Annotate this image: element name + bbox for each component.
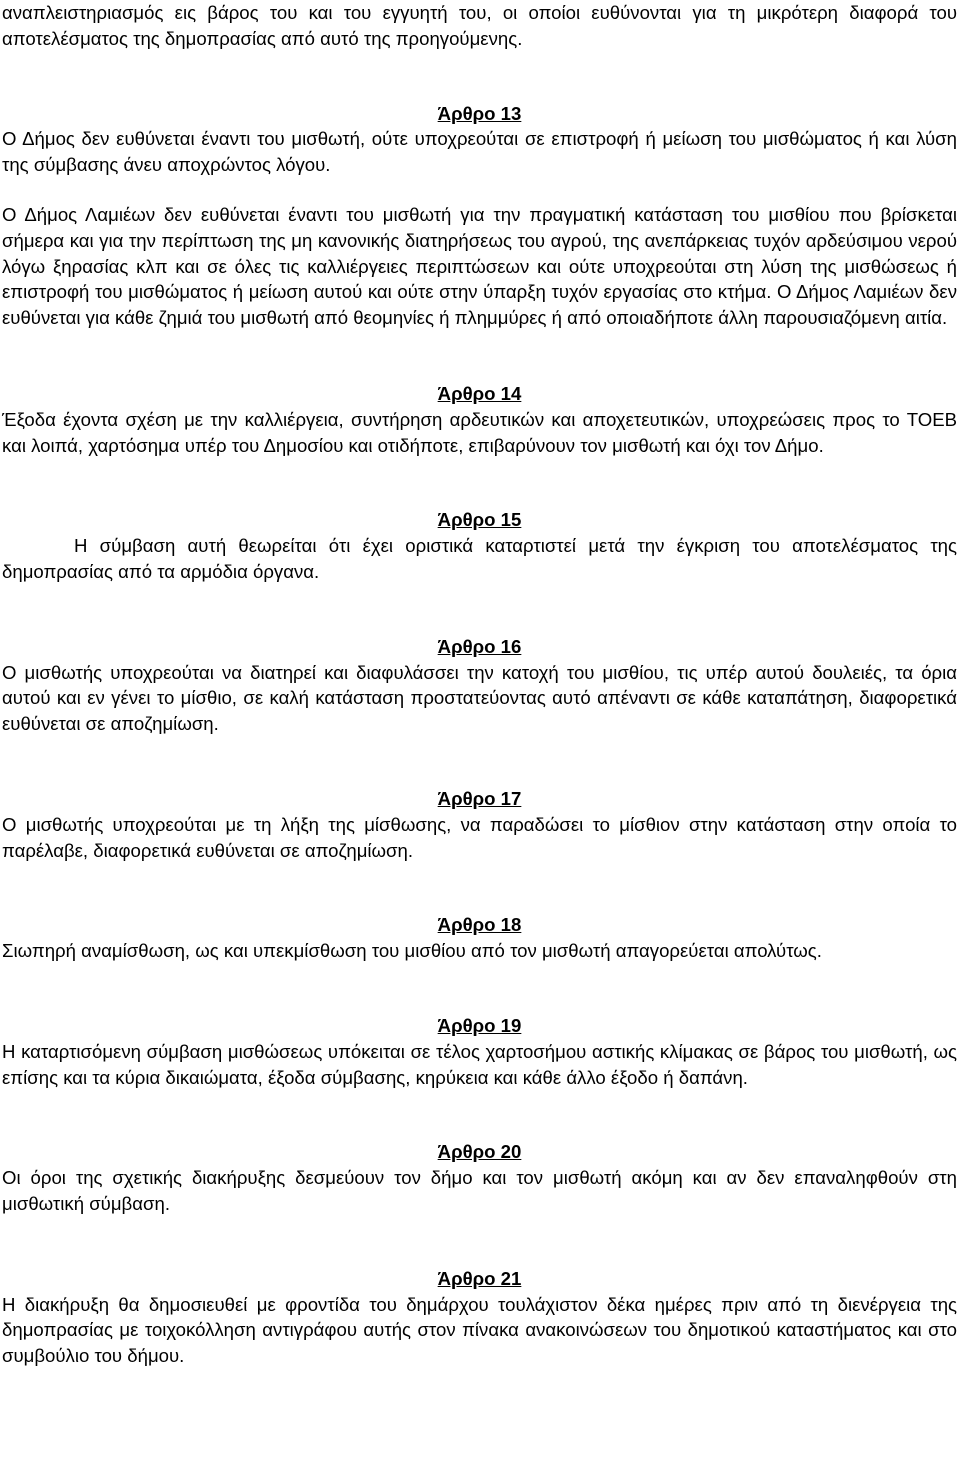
article-21-paragraph: Η διακήρυξη θα δημοσιευθεί με φροντίδα του δημάρχου τουλάχιστον δέκα ημέρες πριν από τη διενέργεια της δημοπρασίας με τοιχοκόλληση αντιγράφου αυτής στον πίνακα ανακοινώσεων του δημοτικού καταστήματος και στο συμβούλιο του δήμου. xyxy=(2,1293,957,1367)
document-page xyxy=(2,0,957,1369)
article-19-paragraph: Η καταρτισόμενη σύμβαση μισθώσεως υπόκειται σε τέλος χαρτοσήμου αστικής κλίμακας σε βάρος του μισθωτή, ως επίσης και τα κύρια δικαιώματα, έξοδα σύμβασης, κηρύκεια και κάθε άλλο έξοδο ή δαπάνη. xyxy=(2,1040,957,1088)
article-13-heading: Άρθρο 13 xyxy=(437,102,522,124)
article-13-paragraph-2: Ο Δήμος Λαμιέων δεν ευθύνεται έναντι του μισθωτή για την πραγματική κατάσταση του μισθίου που βρίσκεται σήμερα και για την περίπτωση της μη κανονικής διατηρήσεως του αγρού, της ανεπάρκειας τυχόν αρδεύσιμου νερού λόγω ξηρασίας κλπ και σε όλες τις καλλιέργειες περιπτώσεων και ούτε υποχρεούται στη λύση της μισθώσεως ή επιστροφή του μισθώματος ή μείωση αυτού και ούτε στην ύπαρξη τυχόν εργασίας στο κτήμα. Ο Δήμος Λαμιέων δεν ευθύνεται για κάθε ζημιά του μισθωτή από θεομηνίες ή πλημμύρες ή από οποιαδήποτε άλλη παρουσιαζόμενη αιτία. xyxy=(2,203,957,329)
article-20-heading: Άρθρο 20 xyxy=(437,1141,522,1163)
article-15-heading: Άρθρο 15 xyxy=(437,509,522,531)
intro-paragraph: αναπλειστηριασμός εις βάρος του και του εγγυητή του, οι οποίοι ευθύνονται για τη μικρότερη διαφορά του αποτελέσματος της δημοπρασίας από αυτό της προηγούμενης. xyxy=(2,2,957,49)
article-14-paragraph: Έξοδα έχοντα σχέση με την καλλιέργεια, συντήρηση αρδευτικών και αποχετευτικών, υποχρεώσεις προς το ΤΟΕΒ και λοιπά, χαρτόσημα υπέρ του Δημοσίου και οτιδήποτε, επιβαρύνουν τον μισθωτή και όχι τον Δήμο. xyxy=(2,408,957,456)
article-16-paragraph: Ο μισθωτής υποχρεούται να διατηρεί και διαφυλάσσει την κατοχή του μισθίου, τις υπέρ αυτού δουλειές, τα όρια αυτού και εν γένει το μίσθιο, σε καλή κατάσταση προστατεύοντας αυτό απέναντι σε κάθε καταπάτηση, διαφορετικά ευθύνεται σε αποζημίωση. xyxy=(2,661,957,735)
article-16-heading: Άρθρο 16 xyxy=(437,635,522,657)
article-13-paragraph-1: Ο Δήμος δεν ευθύνεται έναντι του μισθωτή, ούτε υποχρεούται σε επιστροφή ή μείωση του μισθώματος ή και λύση της σύμβασης άνευ αποχρώντος λόγου. xyxy=(2,128,957,176)
article-14-heading: Άρθρο 14 xyxy=(437,382,522,404)
article-21-heading: Άρθρο 21 xyxy=(437,1267,522,1289)
article-17-heading: Άρθρο 17 xyxy=(437,787,522,809)
article-15-paragraph: Η σύμβαση αυτή θεωρείται ότι έχει οριστικά καταρτιστεί μετά την έγκριση του αποτελέσματος της δημοπρασίας από τα αρμόδια όργανα. xyxy=(2,535,957,582)
article-18-paragraph: Σιωπηρή αναμίσθωση, ως και υπεκμίσθωση του μισθίου από τον μισθωτή απαγορεύεται απολύτως. xyxy=(2,940,822,962)
article-20-paragraph: Οι όροι της σχετικής διακήρυξης δεσμεύουν τον δήμο και τον μισθωτή ακόμη και αν δεν επαναληφθούν στη μισθωτική σύμβαση. xyxy=(2,1167,957,1214)
article-19-heading: Άρθρο 19 xyxy=(437,1014,522,1036)
article-18-heading: Άρθρο 18 xyxy=(437,914,522,936)
article-17-paragraph: Ο μισθωτής υποχρεούται με τη λήξη της μίσθωσης, να παραδώσει το μίσθιον στην κατάσταση στην οποία το παρέλαβε, διαφορετικά ευθύνεται σε αποζημίωση. xyxy=(2,813,957,861)
